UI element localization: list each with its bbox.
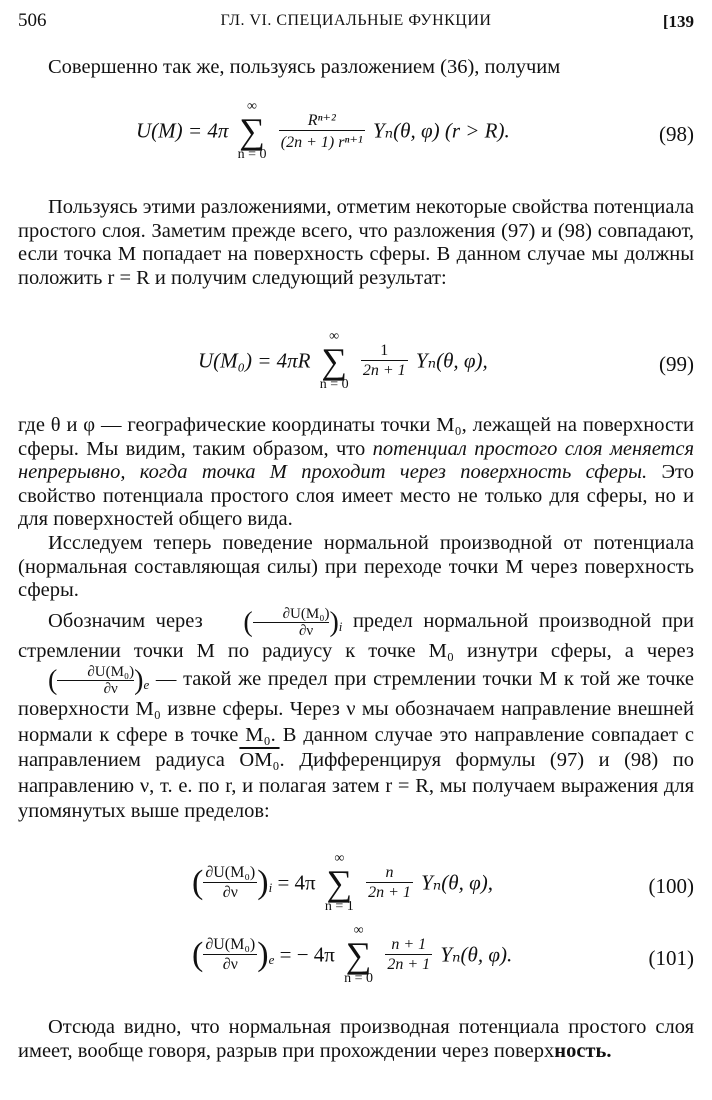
eq98-upper: ∞ xyxy=(247,99,258,114)
eq98-lhs: U(M) = 4π xyxy=(136,118,229,143)
eq98-lower: n = 0 xyxy=(237,147,267,162)
eq99-number: (99) xyxy=(659,352,694,376)
eq101-lower: n = 0 xyxy=(344,971,374,986)
eq101-fraction xyxy=(385,936,432,974)
equation-98 xyxy=(0,100,712,176)
p6-text-b: ность. xyxy=(554,1039,612,1062)
eq100-lower: n = 1 xyxy=(324,899,354,914)
p5-text-d: . Дифференцируя формулы (97) и (98) по направлению ν, т. е. по r, и полагая затем r = R, мы получаем выражения для упомянутых выше пределов: xyxy=(18,749,694,823)
eq99-lhs: U(M₀) = 4πR xyxy=(198,348,311,373)
paragraph-4: Исследуем теперь поведение нормальной производной от потенциала (нормальная составляющая силы) при переходе точки M через поверхность сферы. xyxy=(18,532,694,602)
eq99-numerator: 1 xyxy=(380,342,389,359)
eq100-upper: ∞ xyxy=(334,851,345,866)
eq101-lhs-fraction xyxy=(203,936,257,974)
derivative-i-num: ∂U(M₀) xyxy=(282,606,330,622)
eq101-upper: ∞ xyxy=(353,923,364,938)
eq98-numerator: Rⁿ⁺² xyxy=(307,112,336,129)
eq100-equals: = 4π xyxy=(277,870,316,895)
eq98-rhs: Yₙ(θ, φ) (r > R). xyxy=(372,118,510,143)
paragraph-6 xyxy=(18,1016,694,1063)
paragraph-1: Совершенно так же, пользуясь разложением (36), получим xyxy=(48,56,561,78)
eq98-sum xyxy=(238,100,267,162)
sigma-symbol: ∑ xyxy=(345,935,372,975)
eq100-fraction xyxy=(366,864,413,902)
derivative-e: ($\frac{\text{∂U(M₀)}}{\partial\nu}$ )$_e$ xyxy=(48,664,150,698)
eq101-sum xyxy=(344,924,373,986)
derivative-e-den: ∂ν xyxy=(57,680,134,697)
p5-text-c: — такой же предел при стремлении точки M к той же точке поверхности M₀ извне сферы. Через ν мы обозначаем направление внешней нормали к сфере в точке M₀. В данном случае это направление совпадает с направлением радиуса xyxy=(18,668,694,772)
eq98-denominator: (2n + 1) rⁿ⁺¹ xyxy=(279,130,365,152)
eq101-lhs-num: ∂U(M₀) xyxy=(205,936,256,953)
eq101-numerator: n + 1 xyxy=(391,936,427,953)
derivative-e-num: ∂U(M₀) xyxy=(87,664,135,681)
section-number: [139 xyxy=(662,12,694,31)
derivative-i-sub: i xyxy=(338,619,343,635)
derivative-e-sub: e xyxy=(143,677,150,693)
equation-99 xyxy=(0,330,712,406)
p6-text-a: Отсюда видно, что нормальная производная потенциала простого слоя имеет, вообще говоря, разрыв при прохождении через поверх xyxy=(18,1016,694,1062)
page-number: 506 xyxy=(18,10,47,31)
sigma-symbol: ∑ xyxy=(321,341,347,381)
eq99-denominator: 2n + 1 xyxy=(362,362,406,379)
eq100-lhs-sub: i xyxy=(268,879,273,895)
eq99-fraction xyxy=(361,342,408,380)
paragraph-5 xyxy=(18,606,694,824)
eq101-equals: = − 4π xyxy=(279,942,335,967)
eq100-sum xyxy=(325,852,354,914)
eq101-lhs-sub: e xyxy=(268,951,275,967)
paragraph-3 xyxy=(18,414,694,532)
page-header xyxy=(18,6,694,40)
equation-101: ( $\frac{\text{∂U(M₀)}}{\partial\nu}$ )$_e$ = − 4π ∞ ∑ n = 0 $\frac{n + 1}{2n + 1}$ Yₙ(θ, φ). (101) xyxy=(192,923,694,986)
eq98-number: (98) xyxy=(659,122,694,146)
derivative-e-fraction xyxy=(57,664,134,697)
p5-text-a: Обозначим через xyxy=(48,610,203,633)
eq99-upper: ∞ xyxy=(329,329,340,344)
derivative-i-den: ∂ν xyxy=(253,622,330,639)
p3-italic: потенциал простого слоя меняется непрерывно, когда точка M проходит через поверхность сферы. xyxy=(18,437,694,484)
eq101-lhs-den: ∂ν xyxy=(203,954,257,974)
eq100-numerator: n xyxy=(385,864,394,881)
derivative-i-fraction xyxy=(253,606,330,639)
sigma-symbol: ∑ xyxy=(239,111,265,151)
eq98-fraction xyxy=(279,110,365,152)
paragraph-2: Пользуясь этими разложениями, отметим некоторые свойства потенциала простого слоя. Заметим прежде всего, что разложения (97) и (98) совпадают, если точка M попадает на поверхность сферы. В данном случае мы должны положить r = R и получим следующий результат: xyxy=(18,196,694,289)
eq99-rhs: Yₙ(θ, φ), xyxy=(415,348,488,373)
eq101-denominator: 2n + 1 xyxy=(387,956,431,973)
eq101-rhs: Yₙ(θ, φ). xyxy=(440,942,513,967)
equation-100: ( $\frac{\text{∂U(M₀)}}{\partial\nu}$ )$_i = 4\pi$ ∞ ∑ n = 1 $\frac{n}{2n + 1}$ Yₙ(θ, φ), (100) xyxy=(192,851,694,914)
derivative-i: ($\frac{\text{∂U(M₀)}}{\partial\nu}$ )$_i$ xyxy=(243,606,343,639)
eq99-lower: n = 0 xyxy=(319,377,349,392)
eq100-lhs-fraction xyxy=(203,864,257,902)
eq101-number: (101) xyxy=(648,946,694,970)
eq100-lhs-num: ∂U(M₀) xyxy=(205,864,256,881)
eq100-number: (100) xyxy=(648,874,694,898)
eq100-rhs: Yₙ(θ, φ), xyxy=(421,870,493,895)
eq99-sum xyxy=(320,330,349,392)
eq100-lhs-den: ∂ν xyxy=(203,882,257,902)
p5-text-b: предел нормальной производной при стремлении точки M по радиусу к точке M₀ изнутри сферы, а через xyxy=(18,610,695,662)
sigma-symbol: ∑ xyxy=(326,863,353,903)
p3-text-a: где θ и φ — географические координаты точки M₀, лежащей на поверхности сферы. Мы видим, таким образом, что xyxy=(18,414,694,460)
eq100-denominator: 2n + 1 xyxy=(368,884,411,901)
radius-om0: OM₀ xyxy=(239,749,280,772)
running-title: ГЛ. VI. СПЕЦИАЛЬНЫЕ ФУНКЦИИ xyxy=(220,12,492,29)
p3-text-c: Это свойство потенциала простого слоя имеет место не только для сферы, но и для поверхностей общего вида. xyxy=(18,461,694,531)
